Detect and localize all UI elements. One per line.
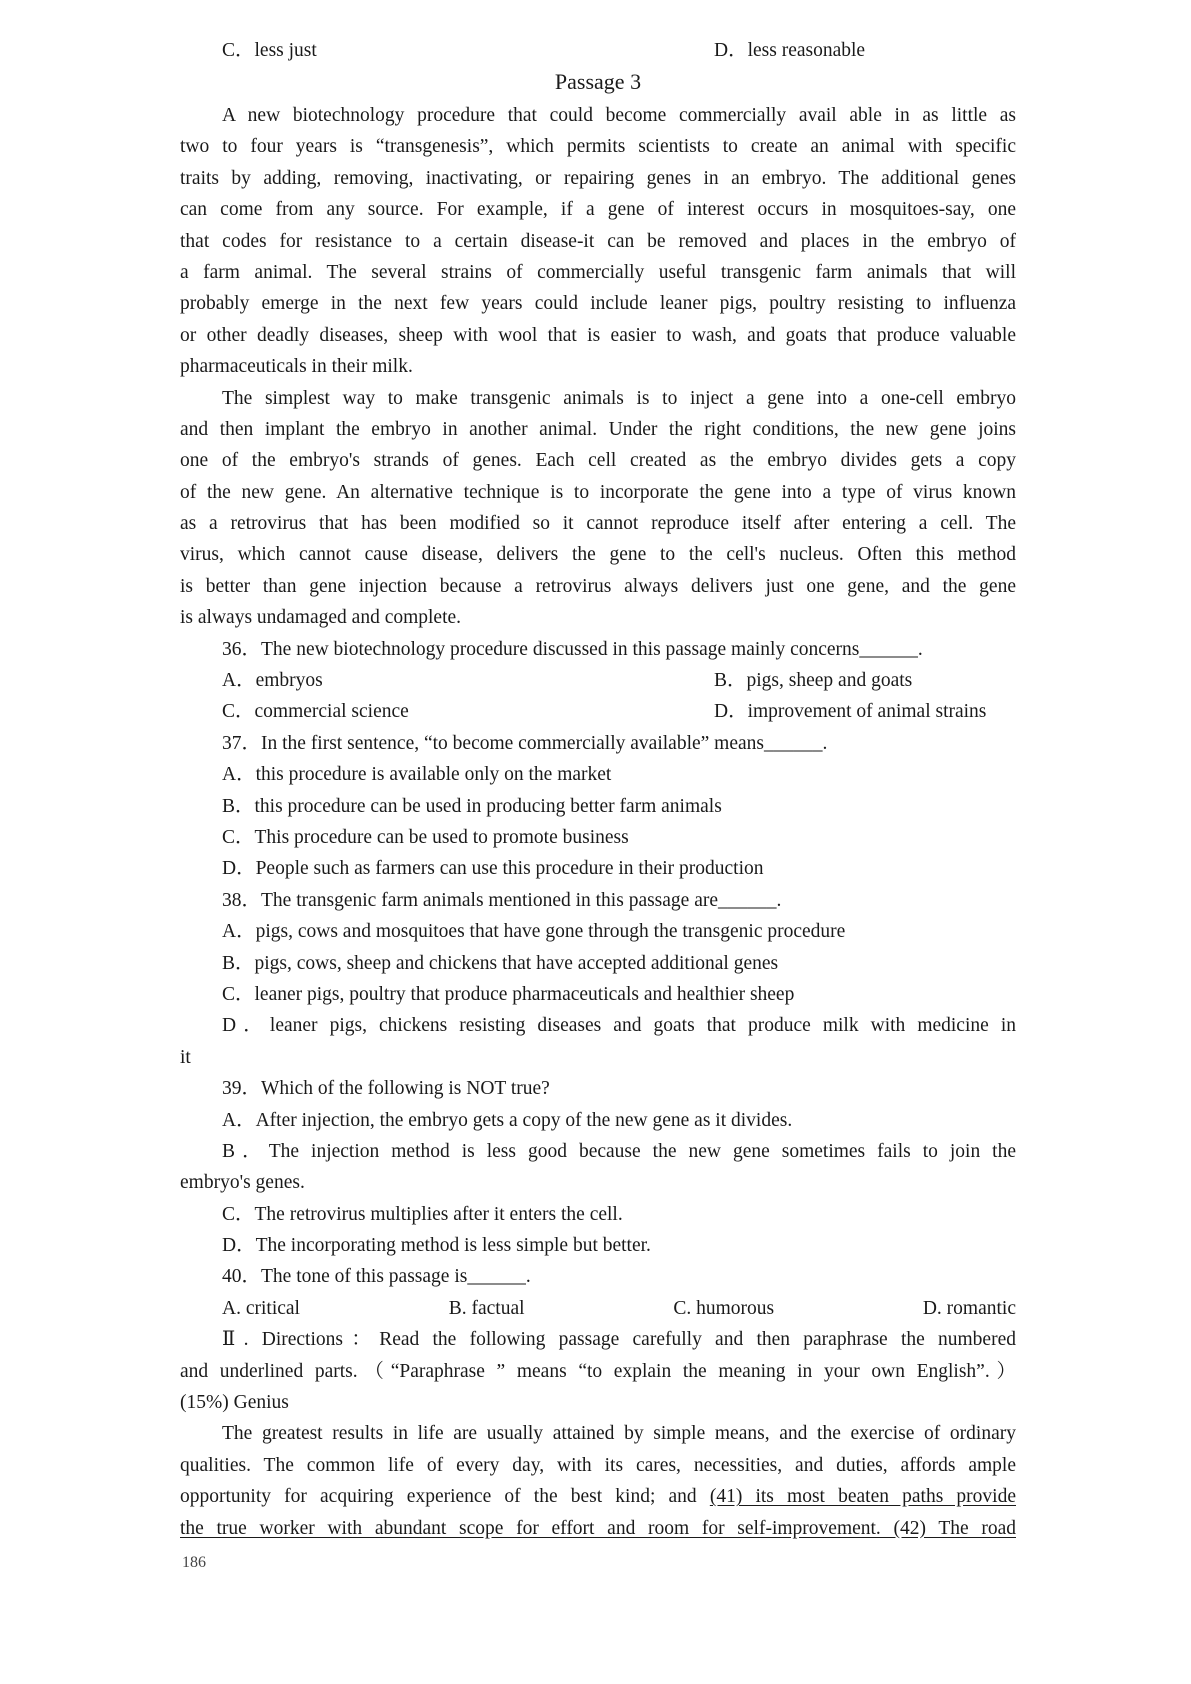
paragraph-line: one of the embryo's strands of genes. Each cell created as the embryo divides gets a copy [180, 450, 1016, 472]
paragraph-line: traits by adding, removing, inactivating, or repairing genes in an embryo. The additional genes [180, 167, 1016, 189]
q36-option-b: B．pigs, sheep and goats [714, 670, 913, 692]
underlined-part-41: (41) its most beaten paths provide [709, 1486, 1016, 1508]
paragraph-line: The greatest results in life are usually attained by simple means, and the exercise of ordinary [222, 1423, 1016, 1445]
paragraph-line: pharmaceuticals in their milk. [180, 356, 413, 378]
section-2-heading: (15%) Genius [180, 1392, 289, 1414]
question-39-stem: 39．Which of the following is NOT true? [222, 1078, 550, 1100]
paragraph-line: that codes for resistance to a certain disease-it can be removed and places in the embryo of [180, 230, 1016, 252]
q40-option-c: C. humorous [673, 1297, 775, 1319]
option-c: C．less just [222, 40, 317, 61]
question-38-stem: 38．The transgenic farm animals mentioned in this passage are______. [222, 889, 782, 911]
q39-option-a: A．After injection, the embryo gets a copy of the new gene as it divides. [222, 1109, 793, 1131]
paragraph-line: or other deadly diseases, sheep with wool that is easier to wash, and goats that produce valuable [180, 324, 1016, 346]
paragraph-line: qualities. The common life of every day, with its cares, necessities, and duties, affords ample [180, 1454, 1016, 1476]
paragraph-line [180, 1481, 1016, 1512]
q40-option-b: B. factual [448, 1297, 525, 1319]
section-2-directions: Ⅱ. Directions：Read the following passage carefully and then paraphrase the numbered [222, 1329, 1016, 1351]
paragraph-line: A new biotechnology procedure that could become commercially avail able in as little as [222, 105, 1016, 126]
q39-option-b: B．The injection method is less good because the new gene sometimes fails to join the [222, 1140, 1016, 1162]
section-2-directions-cont: and underlined parts.（“Paraphrase ” means “to explain the meaning in your own English”.） [180, 1360, 1016, 1382]
plain-text: opportunity for acquiring experience of the best kind; and [180, 1486, 710, 1508]
passage-title: Passage 3 [554, 69, 642, 94]
previous-options [180, 35, 1016, 66]
q38-option-b: B．pigs, cows, sheep and chickens that have accepted additional genes [222, 952, 779, 974]
question-36-stem: 36．The new biotechnology procedure discussed in this passage mainly concerns______. [222, 638, 923, 660]
q38-option-c: C．leaner pigs, poultry that produce pharmaceuticals and healthier sheep [222, 983, 795, 1005]
q39-option-c: C．The retrovirus multiplies after it enters the cell. [222, 1203, 623, 1225]
paragraph-line: The simplest way to make transgenic animals is to inject a gene into a one-cell embryo [222, 387, 1016, 409]
q40-option-d: D. romantic [922, 1297, 1016, 1319]
underlined-part-41-cont: the true worker with abundant scope for effort and room for self-improvement. (42) The road [180, 1517, 1016, 1539]
question-40-stem: 40．The tone of this passage is______. [222, 1266, 531, 1288]
paragraph-line: can come from any source. For example, if a gene of interest occurs in mosquitoes-say, one [180, 199, 1016, 221]
q37-option-c: C．This procedure can be used to promote business [222, 826, 629, 848]
q38-option-a: A．pigs, cows and mosquitoes that have gone through the transgenic procedure [222, 921, 846, 943]
q36-option-d: D．improvement of animal strains [714, 701, 987, 723]
q39-option-b-cont: embryo's genes. [180, 1172, 305, 1194]
paragraph-line: a farm animal. The several strains of commercially useful transgenic farm animals that will [180, 261, 1016, 283]
paragraph-line: and then implant the embryo in another animal. Under the right conditions, the new gene joins [180, 418, 1016, 440]
passage-body [180, 100, 1016, 1544]
q40-option-a: A. critical [222, 1297, 300, 1319]
q38-option-d: D．leaner pigs, chickens resisting diseases and goats that produce milk with medicine in [222, 1015, 1016, 1037]
question-37-stem: 37．In the first sentence, “to become commercially available” means______. [222, 732, 828, 754]
option-d: D．less reasonable [714, 40, 866, 61]
paragraph-line: is better than gene injection because a retrovirus always delivers just one gene, and the gene [180, 575, 1016, 597]
page-number: 186 [182, 1554, 206, 1571]
q36-option-a: A．embryos [222, 670, 323, 692]
paragraph-line: virus, which cannot cause disease, delivers the gene to the cell's nucleus. Often this method [180, 544, 1016, 566]
paragraph-line: two to four years is “transgenesis”, which permits scientists to create an animal with specific [180, 136, 1016, 158]
q36-option-c: C．commercial science [222, 701, 409, 723]
paragraph-line: as a retrovirus that has been modified so it cannot reproduce itself after entering a cell. The [180, 513, 1016, 535]
q38-option-d-cont: it [180, 1046, 191, 1068]
paragraph-line: is always undamaged and complete. [180, 607, 462, 629]
q37-option-a: A．this procedure is available only on the market [222, 764, 612, 786]
q37-option-b: B．this procedure can be used in producing better farm animals [222, 795, 722, 817]
paragraph-line: probably emerge in the next few years could include leaner pigs, poultry resisting to influenza [180, 293, 1016, 315]
paragraph-line: of the new gene. An alternative technique is to incorporate the gene into a type of virus known [180, 481, 1016, 503]
q37-option-d: D．People such as farmers can use this procedure in their production [222, 858, 764, 880]
q39-option-d: D．The incorporating method is less simple but better. [222, 1235, 651, 1257]
